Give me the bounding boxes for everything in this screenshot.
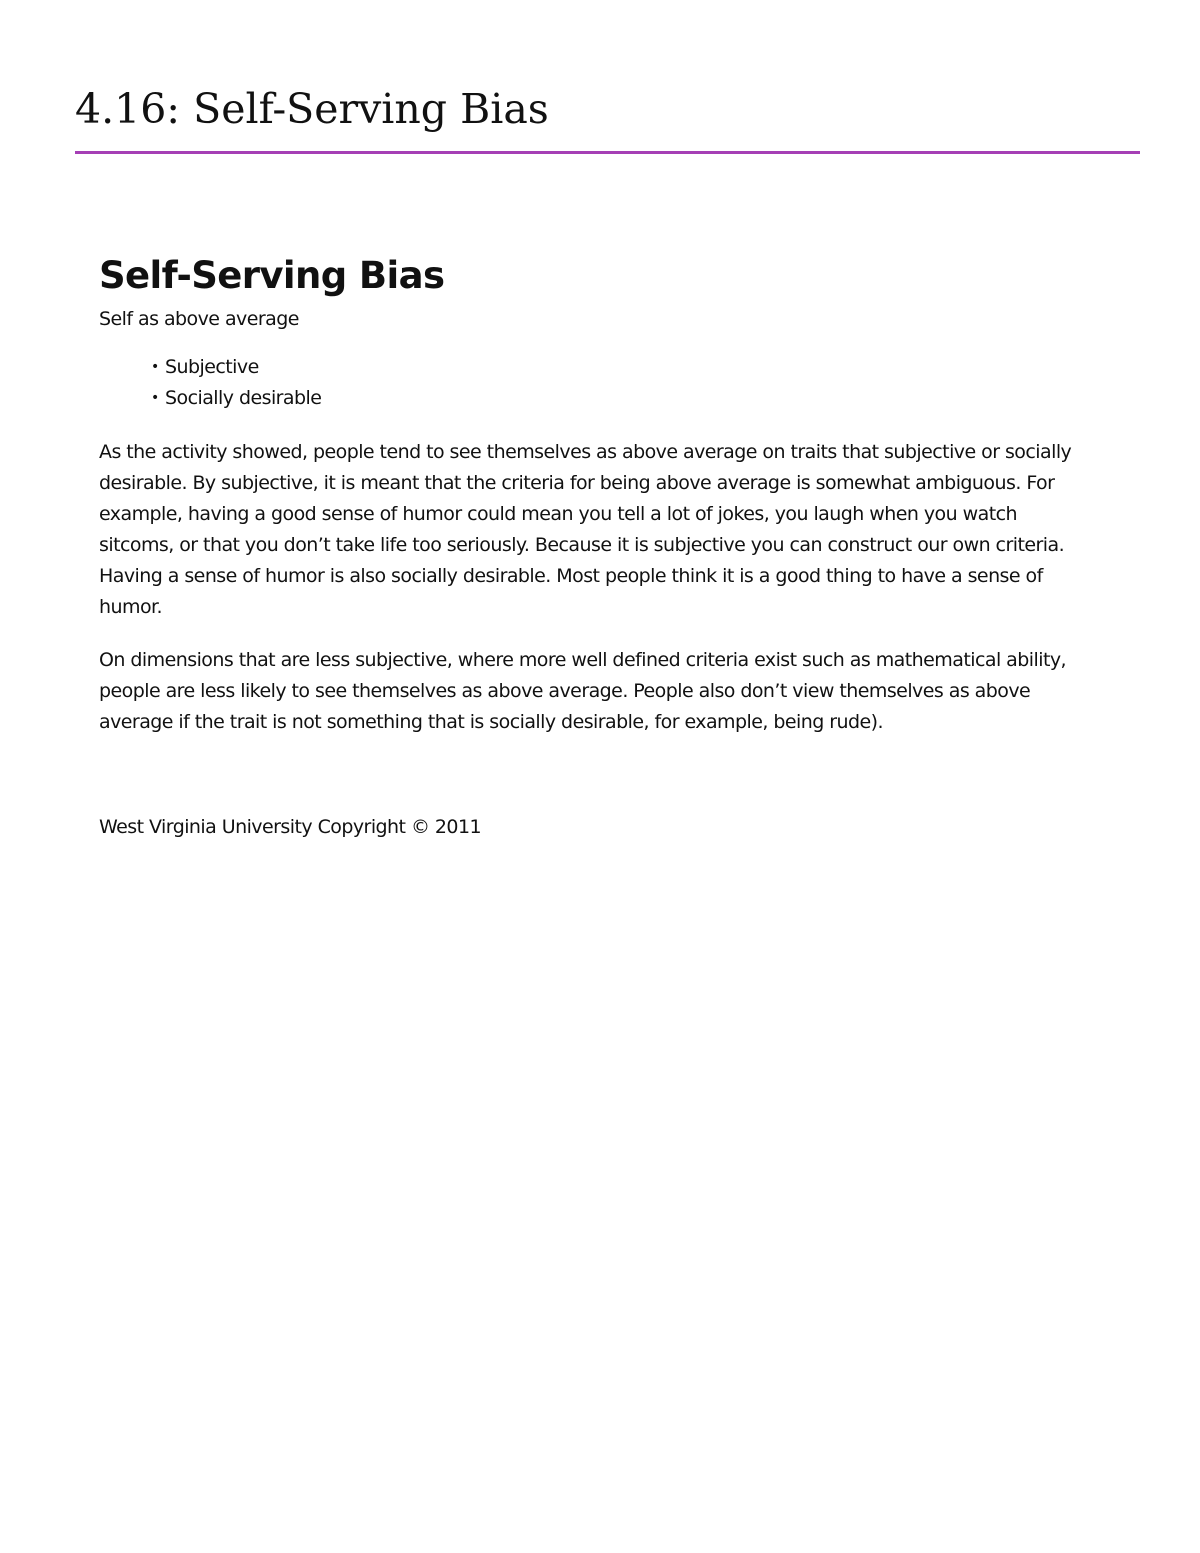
title-divider	[75, 151, 1140, 154]
list-item	[151, 383, 1089, 414]
chapter-title: 4.16: Self-Serving Bias	[75, 85, 549, 133]
copyright-footer: West Virginia University Copyright © 2011	[99, 816, 482, 838]
paragraph-dimensions: On dimensions that are less subjective, where more well defined criteria exist such as mathematical ability, people are less likely to see themselves as above average. People also don’t view themselves as above average if the trait is not something that is socially desirable, for example, being rude).	[99, 649, 1067, 733]
list-item-text: Subjective	[165, 356, 259, 378]
paragraph-activity: As the activity showed, people tend to see themselves as above average on traits that subjective or socially desirable. By subjective, it is meant that the criteria for being above average is somewhat ambiguous. For example, having a good sense of humor could mean you tell a lot of jokes, you laugh when you watch sitcoms, or that you don’t take life too seriously. Because it is subjective you can construct our own criteria. Having a sense of humor is also socially desirable. Most people think it is a good thing to have a sense of humor.	[99, 441, 1072, 618]
list-item	[151, 352, 1089, 383]
section-heading: Self-Serving Bias	[99, 254, 445, 297]
bullet-icon: •	[151, 390, 159, 406]
bullet-icon: •	[151, 359, 159, 375]
section-subtitle: Self as above average	[99, 308, 299, 330]
bullet-list	[99, 352, 1089, 414]
list-item-text: Socially desirable	[165, 387, 322, 409]
section-content	[99, 252, 1089, 843]
